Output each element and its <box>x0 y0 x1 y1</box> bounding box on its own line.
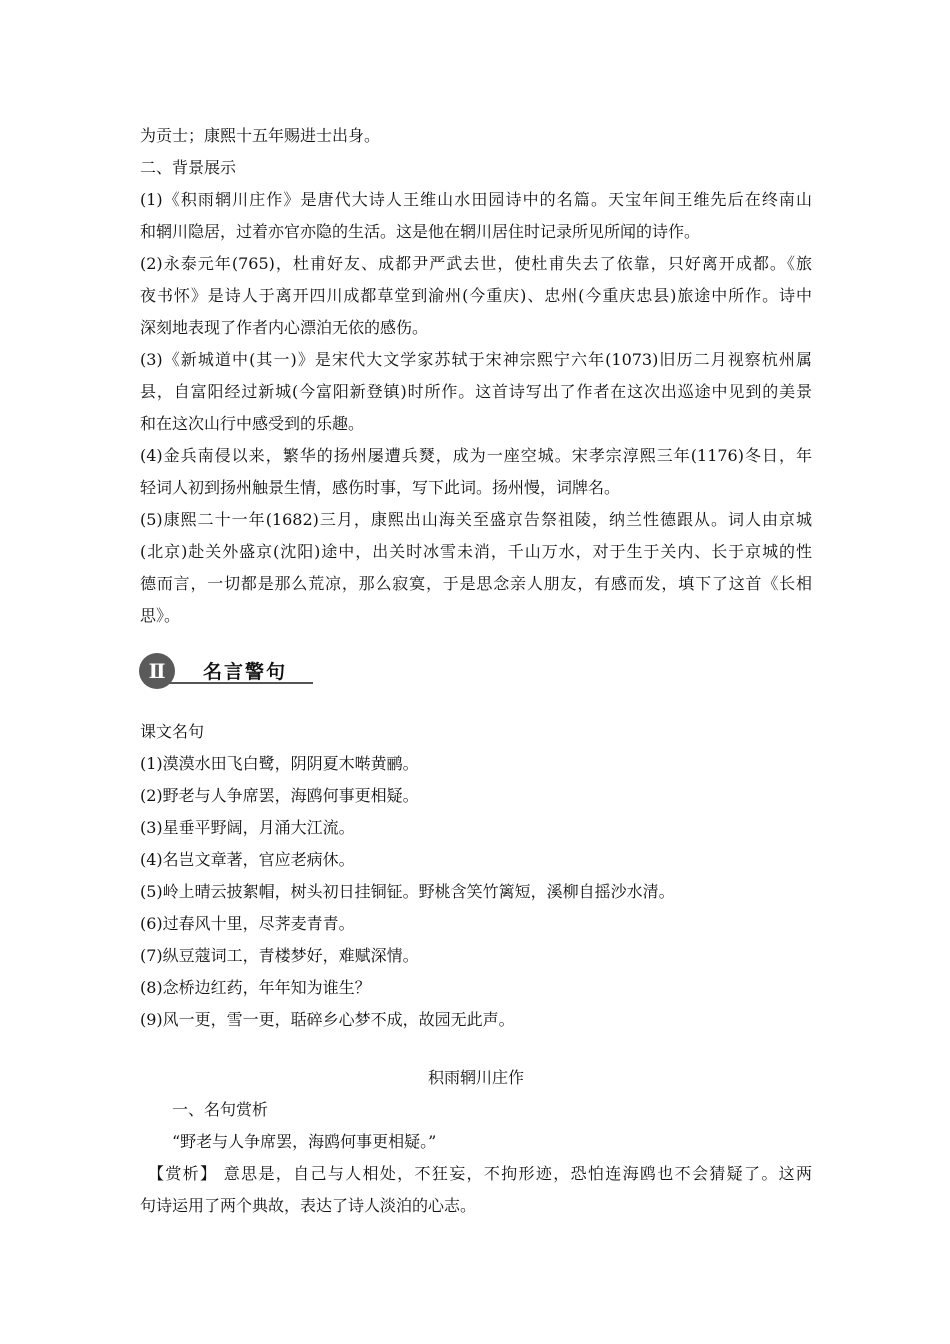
quote-line: (7)纵豆蔻词工，青楼梦好，难赋深情。 <box>140 946 419 965</box>
quote-line: “野老与人争席罢，海鸥何事更相疑。” <box>172 1132 437 1151</box>
text-line: (3)《新城道中(其一)》是宋代大文学家苏轼于宋神宗熙宁六年(1073)旧历二月视察杭州属 <box>140 350 812 369</box>
text-line: 和在这次山行中感受到的乐趣。 <box>140 414 365 433</box>
analysis-text: 句诗运用了两个典故，表达了诗人淡泊的心志。 <box>140 1196 477 1215</box>
text-line: 县，自富阳经过新城(今富阳新登镇)时所作。这首诗写出了作者在这次出巡途中见到的美景 <box>140 382 812 401</box>
quote-line: (4)名岂文章著，官应老病休。 <box>140 850 355 869</box>
subheading: 一、名句赏析 <box>172 1100 269 1119</box>
section-banner <box>139 652 315 688</box>
text-line: (4)金兵南侵以来，繁华的扬州屡遭兵燹，成为一座空城。宋孝宗淳熙三年(1176)冬日，年 <box>140 446 812 465</box>
quote-line: (8)念桥边红药，年年知为谁生？ <box>140 978 371 997</box>
text-line: (北京)赴关外盛京(沈阳)途中，出关时冰雪未消，千山万水，对于生于关内、长于京城的性 <box>140 542 812 561</box>
quote-line: (3)星垂平野阔，月涌大江流。 <box>140 818 355 837</box>
subheading: 课文名句 <box>140 722 205 741</box>
section-heading-background: 二、背景展示 <box>140 158 237 177</box>
text-line: (5)康熙二十一年(1682)三月，康熙出山海关至盛京告祭祖陵，纳兰性德跟从。词人由京城 <box>140 510 812 529</box>
quote-line: (1)漠漠水田飞白鹭，阴阴夏木啭黄鹂。 <box>140 754 419 773</box>
quote-line: (2)野老与人争席罢，海鸥何事更相疑。 <box>140 786 419 805</box>
quote-line: (5)岭上晴云披絮帽，树头初日挂铜钲。野桃含笑竹篱短，溪柳自摇沙水清。 <box>140 882 675 901</box>
text-line: (1)《积雨辋川庄作》是唐代大诗人王维山水田园诗中的名篇。天宝年间王维先后在终南山 <box>140 190 812 209</box>
section-number-badge: Ⅱ <box>139 653 175 689</box>
text-line: 轻词人初到扬州触景生情，感伤时事，写下此词。扬州慢，词牌名。 <box>140 478 621 497</box>
text-line: 思》。 <box>140 606 181 625</box>
text-line: 夜书怀》是诗人于离开四川成都草堂到渝州(今重庆)、忠州(今重庆忠县)旅途中所作。诗中 <box>140 286 812 305</box>
quote-line: (9)风一更，雪一更，聒碎乡心梦不成，故园无此声。 <box>140 1010 515 1029</box>
text-line: (2)永泰元年(765)，杜甫好友、成都尹严武去世，使杜甫失去了依靠，只好离开成都。《旅 <box>140 254 812 273</box>
text-line: 深刻地表现了作者内心漂泊无依的感伤。 <box>140 318 429 337</box>
text-line: 为贡士；康熙十五年赐进士出身。 <box>140 126 381 145</box>
quote-line: (6)过春风十里，尽荠麦青青。 <box>140 914 355 933</box>
section-title: 名言警句 <box>203 661 288 683</box>
analysis-text: 【赏析】 意思是，自己与人相处，不狂妄，不拘形迹，恐怕连海鸥也不会猜疑了。这两 <box>148 1164 812 1183</box>
poem-title: 积雨辋川庄作 <box>427 1068 524 1087</box>
text-line: 德而言，一切都是那么荒凉，那么寂寞，于是思念亲人朋友，有感而发，填下了这首《长相 <box>140 574 812 593</box>
text-line: 和辋川隐居，过着亦官亦隐的生活。这是他在辋川居住时记录所见所闻的诗作。 <box>140 222 701 241</box>
